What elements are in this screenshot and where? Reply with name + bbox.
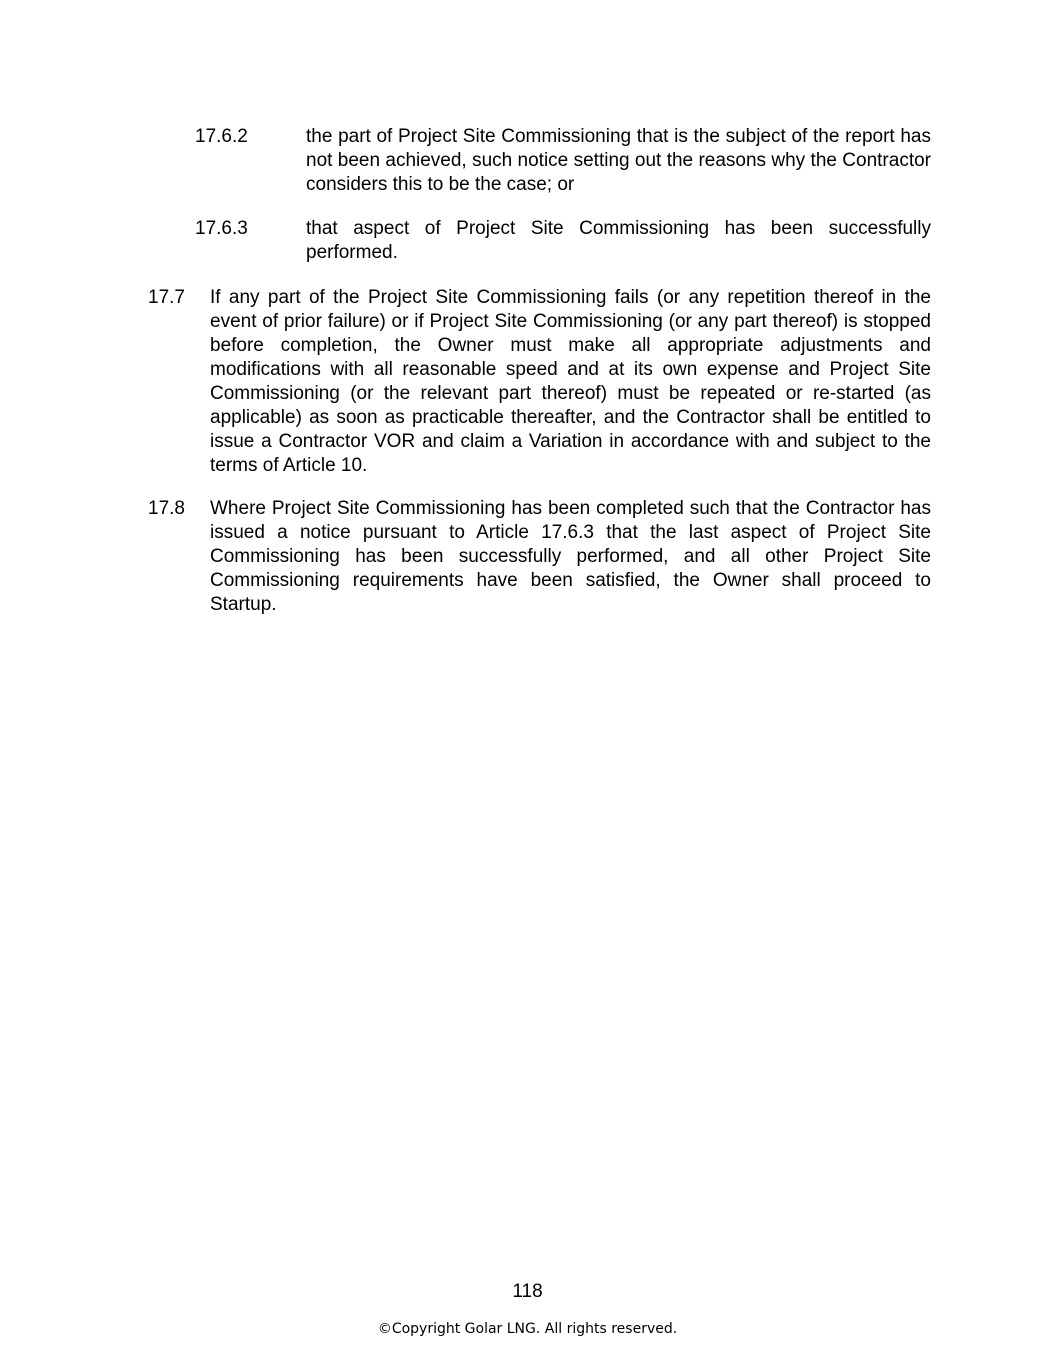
copyright-notice: ©Copyright Golar LNG. All rights reserved. <box>377 1321 678 1337</box>
clause-text: that aspect of Project Site Commissioning has been successfully performed. <box>306 218 931 263</box>
clause-number: 17.6.2 <box>195 126 248 147</box>
clause-number: 17.7 <box>148 287 185 308</box>
clause-number: 17.6.3 <box>195 218 248 239</box>
clause-number: 17.8 <box>148 498 185 519</box>
clause-text: Where Project Site Commissioning has been completed such that the Contractor has issued a notice pursuant to Article 17.6.3 that the last aspect of Project Site Commissioning has been successfully performed, and all other Project Site Commissioning requirements have been satisfied, the Owner shall proceed to Startup. <box>210 498 931 615</box>
clause-text: the part of Project Site Commissioning that is the subject of the report has not been achieved, such notice setting out the reasons why the Contractor considers this to be the case; or <box>306 126 931 195</box>
clause-text: If any part of the Project Site Commissioning fails (or any repetition thereof in the event of prior failure) or if Project Site Commissioning (or any part thereof) is stopped before completion, the Owner must make all appropriate adjustments and modifications with all reasonable speed and at its own expense and Project Site Commissioning (or the relevant part thereof) must be repeated or re-started (as applicable) as soon as practicable thereafter, and the Contractor shall be entitled to issue a Contractor VOR and claim a Variation in accordance with and subject to the terms of Article 10. <box>210 287 931 476</box>
page-number: 118 <box>512 1281 543 1302</box>
